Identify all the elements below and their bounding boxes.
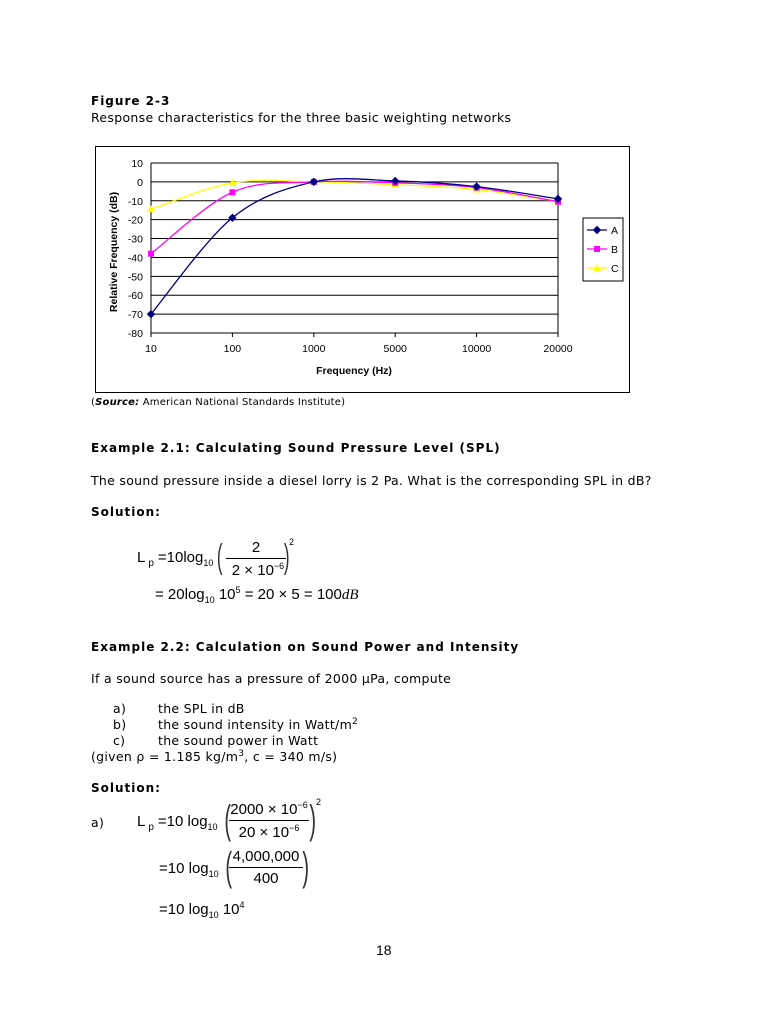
y-tick-label: -60 [127,290,143,303]
right-paren: ) [283,538,290,576]
given-sup: 3 [238,749,245,759]
example2-question: If a sound source has a pressure of 2000 μPa, compute [91,671,452,686]
series-B [148,179,561,257]
y-tick-label: -80 [127,328,143,340]
x-tick-label: 20000 [543,343,573,355]
example1-eq1-numerator: 2 [251,539,261,556]
list-item-c-text: the sound power in Watt [158,733,319,748]
list-item-a-text: the SPL in dB [158,701,245,716]
y-axis-label: Relative Frequency (dB) [108,191,120,313]
example2-equation-3 [159,900,245,920]
y-tick-label: -30 [127,233,143,246]
eq-log: =10log [157,549,204,566]
series-C [147,178,562,212]
source-text: American National Standards Institute) [139,397,346,408]
weighting-chart [96,147,629,392]
num-text: 2000 × 10 [230,801,298,818]
x-tick-labels [145,343,573,355]
fraction-bar [226,558,286,559]
eq-log-sub: 10 [203,558,214,568]
y-tick-label: 10 [131,158,143,170]
eq-log-sub: 10 [208,869,219,879]
chart-legend [583,218,623,281]
eq-log-sub: 10 [207,822,218,832]
example2-eq2-numerator: 4,000,000 [232,848,300,865]
den-text: 2 × 10 [231,562,274,579]
eq-lhs-sub: p [148,558,154,569]
example2-equation-1 [137,813,218,833]
fraction-bar [229,867,303,868]
list-item-a-marker: a) [113,701,127,716]
num-sup: −6 [297,800,308,810]
example2-eq1-power: 2 [316,797,322,807]
given-values [91,749,337,764]
eq-lhs: L [137,549,146,566]
example2-solution-label: Solution: [91,781,161,795]
example1-question: The sound pressure inside a diesel lorry is 2 Pa. What is the corresponding SPL in dB? [91,473,652,488]
eq2-unit: dB [341,587,359,603]
page-number: 18 [376,942,392,958]
example1-equation-2 [155,585,359,605]
eq2-b: 10 [214,586,236,603]
example1-eq1-denominator [226,561,290,579]
given-b: , c = 340 m/s) [244,749,338,765]
example2-eq1-numerator [229,800,309,818]
source-note [91,397,345,408]
y-tick-label: -10 [127,195,143,208]
example2-equation-2 [159,860,219,879]
list-item-b-marker: b) [113,717,127,732]
y-tick-label: -70 [127,309,143,322]
y-tick-label: -40 [127,252,143,265]
y-tick-label: -50 [127,271,143,284]
x-tick-label: 10000 [461,343,492,355]
eq2-b-sup: 5 [235,585,241,595]
eq3-b: 10 [218,901,240,918]
y-tick-label: -20 [127,214,143,227]
eq-log-sub: 10 [208,910,219,920]
left-paren: ( [216,538,223,576]
den-sup: −6 [289,823,300,833]
right-paren: ) [309,798,316,842]
left-paren: ( [224,798,231,842]
eq3-b-sup: 4 [239,900,245,910]
eq2-a: = 20log [155,586,205,603]
series-line-A [151,179,558,314]
chart-frame [95,146,630,393]
series-line-C [151,180,558,209]
x-tick-label: 1000 [302,343,326,355]
x-tick-label: 10 [145,343,157,355]
series-A [148,177,562,317]
example1-solution-label: Solution: [91,505,161,519]
x-axis-label: Frequency (Hz) [316,365,392,377]
legend-label-A: A [611,225,619,237]
list-item-b-text [158,717,358,732]
right-paren: ) [302,845,309,889]
eq-lhs: L [137,813,146,830]
point-marker [594,246,600,252]
eq-lhs-sub: p [148,822,154,833]
point-marker [148,251,154,257]
legend-label-C: C [611,263,619,275]
eq2-a-sub: 10 [204,595,215,605]
chart-series [147,177,562,317]
x-tick-label: 100 [223,343,242,355]
eq-log: =10 log [157,813,208,830]
example1-eq1-power: 2 [289,537,295,547]
eq-log: =10 log [159,860,209,877]
given-a: (given ρ = 1.185 kg/m [91,749,239,765]
left-paren: ( [225,845,232,889]
source-label: Source: [95,397,140,408]
point-marker [229,189,235,195]
list-item-b-main: the sound intensity in Watt/m [158,717,353,733]
source-open: ( [91,397,96,408]
example2-eq1-denominator [229,823,309,841]
example1-equation-1 [137,549,213,569]
legend-label-B: B [611,244,619,256]
figure-caption: Response characteristics for the three basic weighting networks [91,110,512,125]
example2-heading: Example 2.2: Calculation on Sound Power and Intensity [91,640,520,654]
den-sup: −6 [273,561,285,571]
example2-part-a-label: a) [91,815,105,830]
x-tick-label: 5000 [383,343,407,355]
y-tick-label: 0 [137,176,143,189]
example1-heading: Example 2.1: Calculating Sound Pressure Level (SPL) [91,441,501,455]
list-item-b-sup: 2 [352,717,359,727]
den-text: 20 × 10 [238,824,290,841]
y-tick-labels [128,158,143,340]
example2-eq2-denominator: 400 [253,870,279,887]
eq2-c: = 20 × 5 = 100 [240,586,342,603]
eq-log: =10 log [159,901,209,918]
figure-label: Figure 2-3 [91,94,171,108]
fraction-bar [229,820,309,821]
list-item-c-marker: c) [113,733,126,748]
